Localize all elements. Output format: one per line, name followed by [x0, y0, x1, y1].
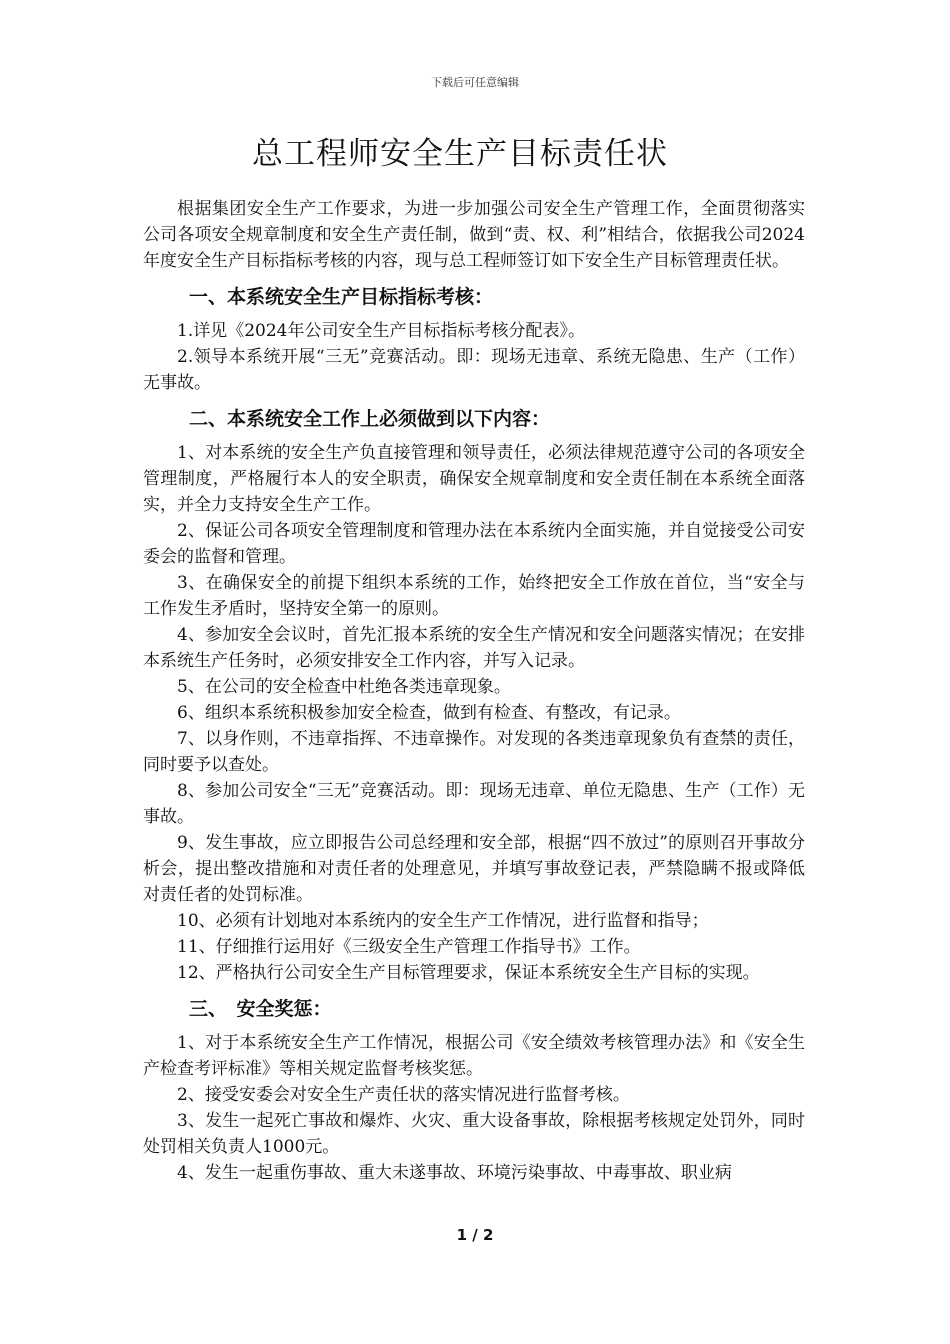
section-1-item: 2.领导本系统开展“三无”竞赛活动。即：现场无违章、系统无隐患、生产（工作）无事故。	[143, 347, 805, 393]
section-2-item: 9、发生事故，应立即报告公司总经理和安全部，根据“四不放过”的原则召开事故分析会，提出整改措施和对责任者的处理意见，并填写事故登记表，严禁隐瞒不报或降低对责任者的处罚标准。	[143, 833, 805, 905]
section-2-item: 10、必须有计划地对本系统内的安全生产工作情况，进行监督和指导；	[177, 911, 709, 931]
document-body	[143, 196, 805, 1186]
section-3-item: 3、发生一起死亡事故和爆炸、火灾、重大设备事故，除根据考核规定处罚外，同时处罚相关负责人1000元。	[143, 1111, 805, 1157]
document-title: 总工程师安全生产目标责任状	[252, 136, 668, 172]
section-2-item: 12、严格执行公司安全生产目标管理要求，保证本系统安全生产目标的实现。	[177, 963, 760, 983]
section-2-item: 6、组织本系统积极参加安全检查，做到有检查、有整改，有记录。	[177, 703, 681, 723]
section-2-item: 1、对本系统的安全生产负直接管理和领导责任，必须法律规范遵守公司的各项安全管理制度，严格履行本人的安全职责，确保安全规章制度和安全责任制在本系统全面落实，并全力支持安全生产工作。	[143, 443, 805, 515]
section-2-item: 4、参加安全会议时，首先汇报本系统的安全生产情况和安全问题落实情况；在安排本系统生产任务时，必须安排安全工作内容，并写入记录。	[143, 625, 805, 671]
page-number: 1 / 2	[456, 1226, 494, 1244]
section-2-item: 5、在公司的安全检查中杜绝各类违章现象。	[177, 677, 511, 697]
section-2-item: 8、参加公司安全“三无”竞赛活动。即：现场无违章、单位无隐患、生产（工作）无事故。	[143, 781, 805, 827]
section-3-heading: 三、 安全奖惩：	[189, 998, 332, 1020]
section-2-item: 3、在确保安全的前提下组织本系统的工作，始终把安全工作放在首位，当“安全与工作发生矛盾时，坚持安全第一的原则。	[143, 573, 805, 619]
section-3-item: 2、接受安委会对安全生产责任状的落实情况进行监督考核。	[177, 1085, 630, 1105]
section-2-item: 11、仔细推行运用好《三级安全生产管理工作指导书》工作。	[177, 937, 641, 957]
section-3-item: 4、发生一起重伤事故、重大未遂事故、环境污染事故、中毒事故、职业病	[177, 1163, 732, 1183]
section-1-heading: 一、本系统安全生产目标指标考核：	[189, 286, 494, 308]
section-2-heading: 二、本系统安全工作上必须做到以下内容：	[189, 408, 551, 430]
section-2-item: 2、保证公司各项安全管理制度和管理办法在本系统内全面实施，并自觉接受公司安委会的监督和管理。	[143, 521, 805, 567]
section-2-item: 7、以身作则，不违章指挥、不违章操作。对发现的各类违章现象负有查禁的责任，同时要予以查处。	[143, 729, 805, 775]
header-note: 下载后可任意编辑	[431, 76, 519, 89]
section-1-item: 1.详见《2024年公司安全生产目标指标考核分配表》。	[177, 321, 585, 341]
intro-paragraph: 根据集团安全生产工作要求，为进一步加强公司安全生产管理工作，全面贯彻落实公司各项安全规章制度和安全生产责任制，做到“责、权、利”相结合，依据我公司2024年度安全生产目标指标考核的内容，现与总工程师签订如下安全生产目标管理责任状。	[143, 199, 805, 271]
section-3-item: 1、对于本系统安全生产工作情况，根据公司《安全绩效考核管理办法》和《安全生产检查考评标准》等相关规定监督考核奖惩。	[143, 1033, 805, 1079]
